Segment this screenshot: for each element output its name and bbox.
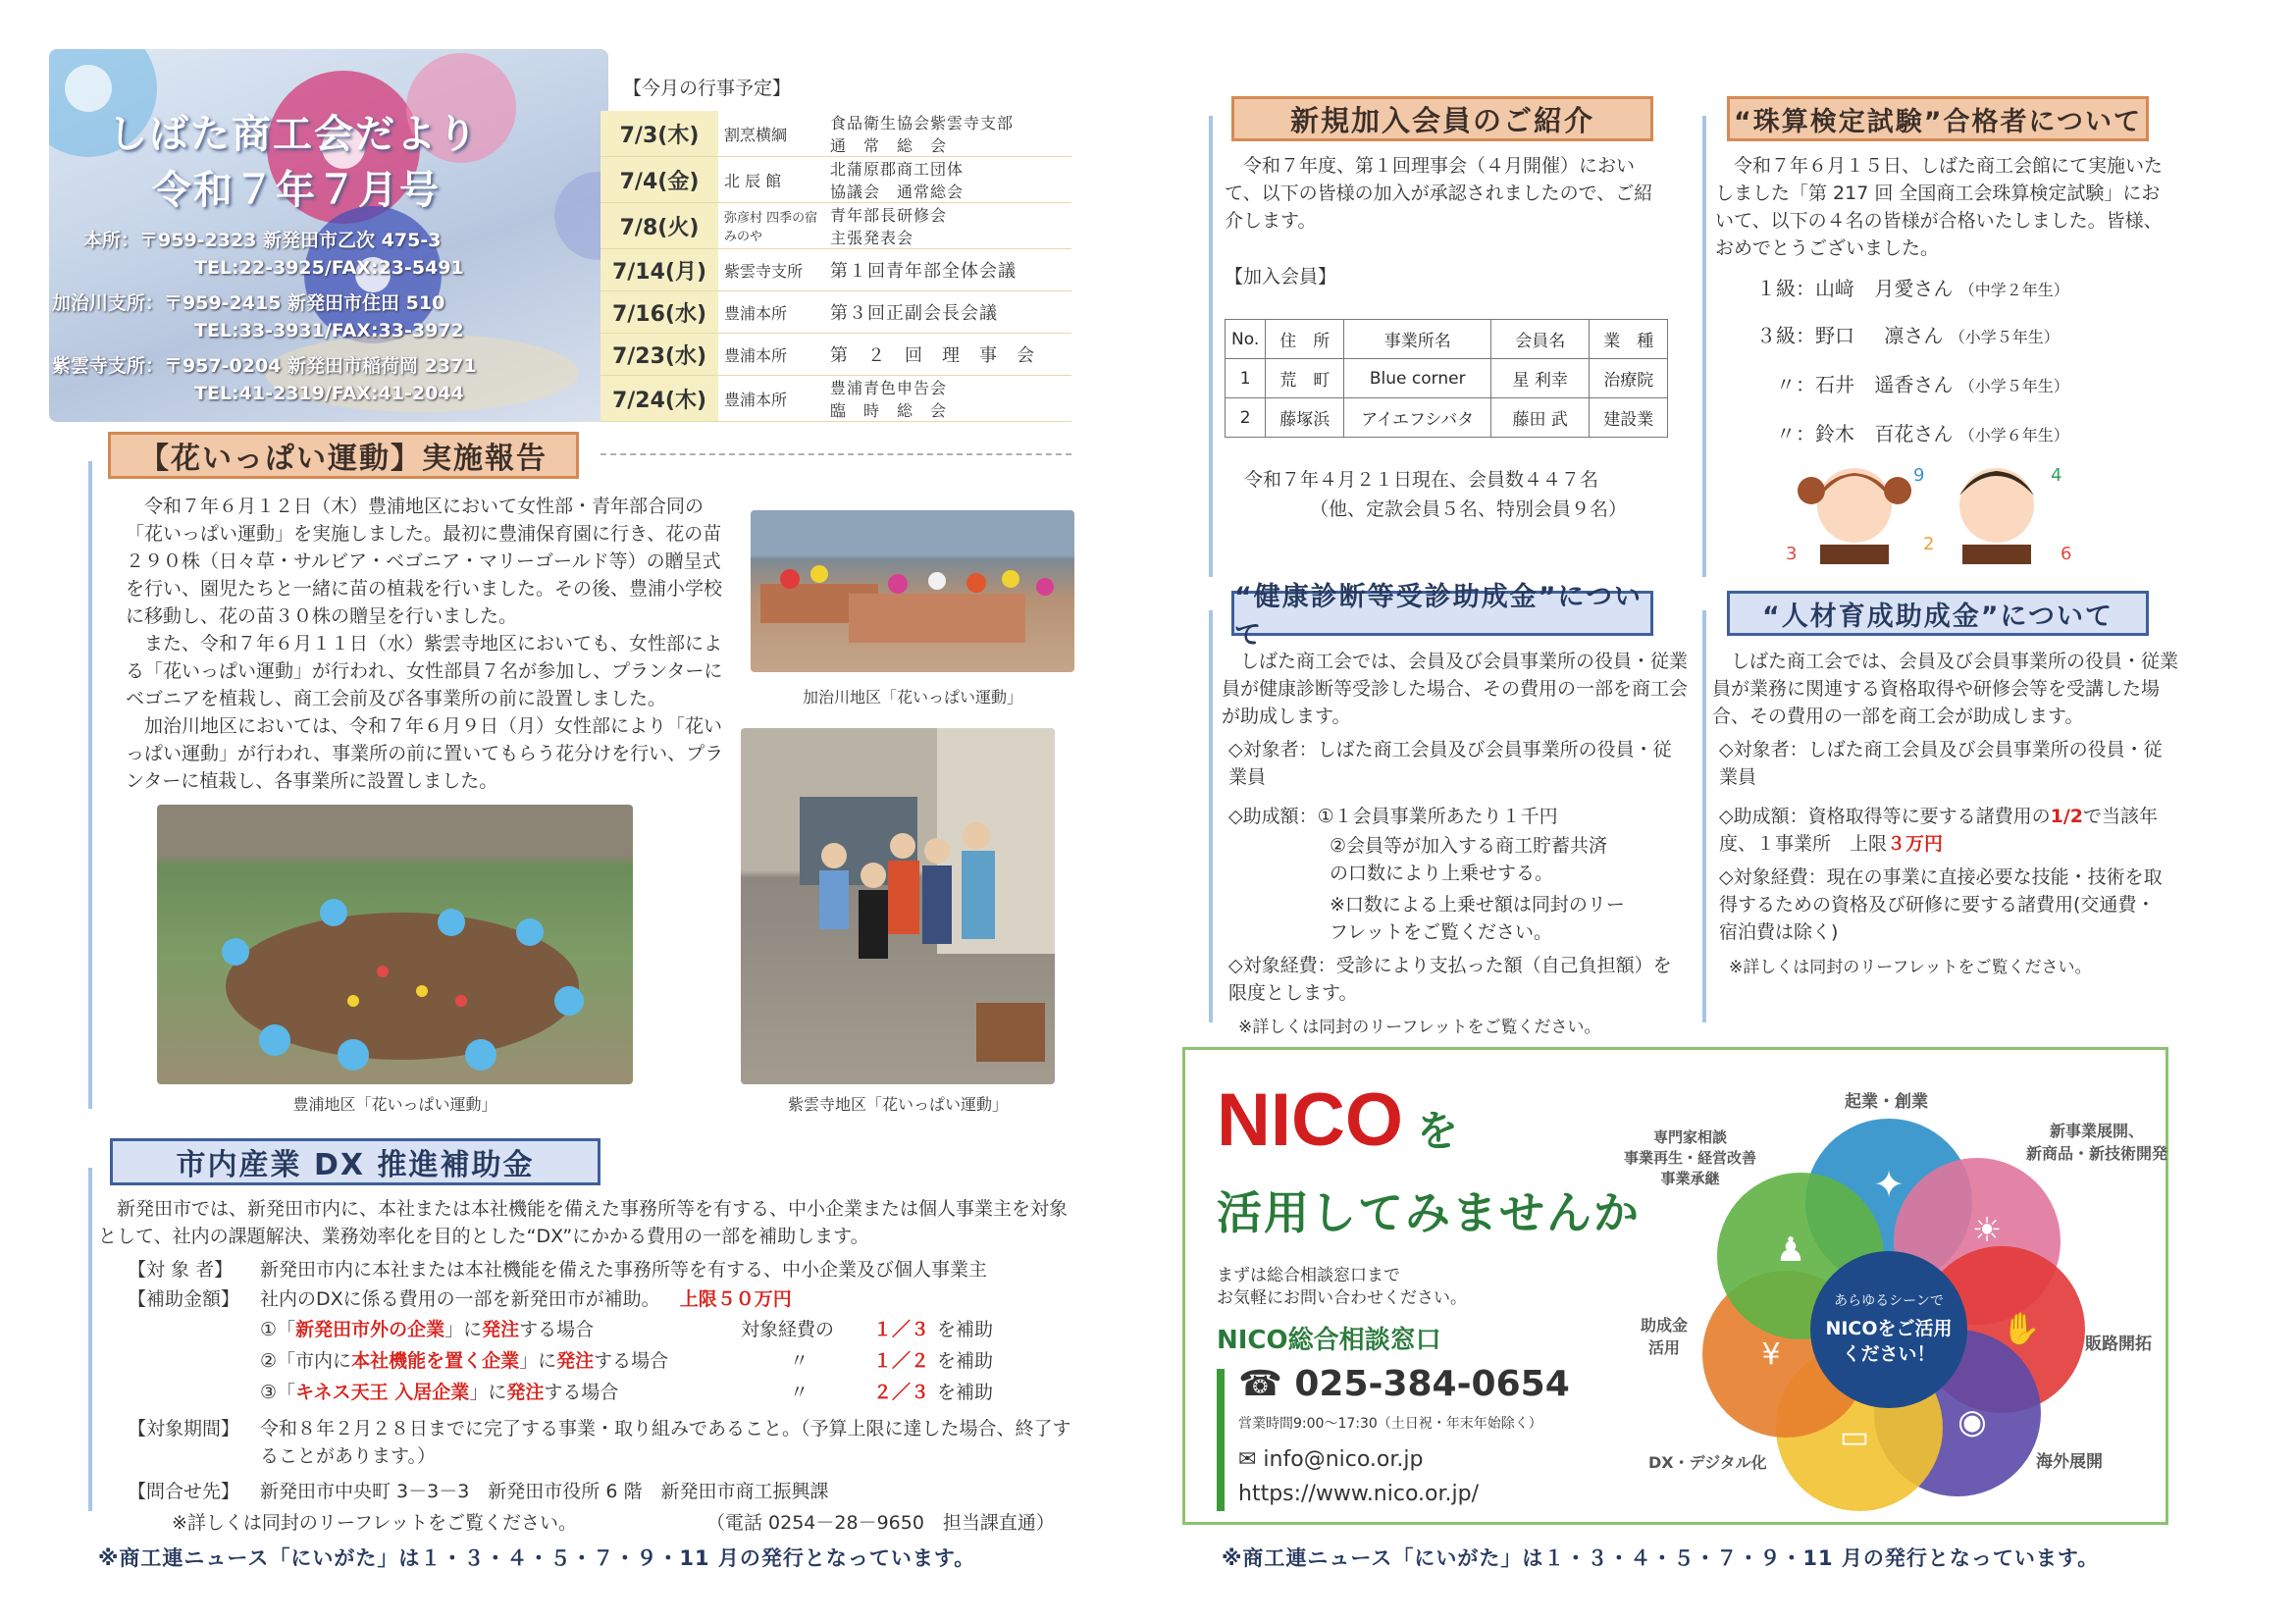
nico-phone[interactable]: ☎ 025-384-0654 [1238, 1364, 1570, 1404]
petal-label-right: 販路開拓 [2085, 1335, 2152, 1354]
center-text-2: NICOをご活用 [1825, 1318, 1953, 1339]
events-heading: 【今月の行事予定】 [623, 78, 792, 99]
newsletter-title: しばた商工会だより [108, 112, 479, 157]
section-rule [1209, 610, 1213, 1022]
petal-label-bottomleft: DX・デジタル化 [1648, 1453, 1767, 1472]
section-rule [88, 1168, 92, 1511]
members-count-detail: （他、定款会員５名、特別会員９名） [1310, 498, 1628, 520]
health-target: ◇対象者：しばた商工会員及び会員事業所の役員・従業員 [1228, 739, 1672, 788]
handshake-icon: ✋ [2002, 1310, 2041, 1347]
address-kajikawa: 加治川支所：〒959-2415 新発田市住田 510 [52, 292, 445, 314]
events-table [600, 111, 1071, 422]
svg-text:9: 9 [1913, 465, 1925, 486]
lightbulb-icon: ☀ [1971, 1211, 2003, 1250]
right-footer-note: ※商工連ニュース「にいがた」は１・３・４・５・７・９・11 月の発行となっています。 [1222, 1546, 2100, 1570]
dx-banner: 市内産業 DX 推進補助金 [110, 1138, 600, 1185]
masthead [49, 49, 608, 422]
abacus-kids-illustration [1776, 451, 2080, 579]
event-row: 7/4(金) 北 辰 館 北蒲原郡商工団体 協議会 通常総会 [600, 157, 1071, 203]
dx-period-label: 【対象期間】 [128, 1418, 240, 1440]
nico-sub-1: まずは総合相談窓口まで [1217, 1266, 1400, 1285]
event-row: 7/3(木) 割烹横綱 食品衛生協会紫雲寺支部 通 常 総 会 [600, 111, 1071, 157]
left-footer-note: ※商工連ニュース「にいがた」は１・３・４・５・７・９・11 月の発行となっています。 [98, 1546, 976, 1570]
members-label: 【加入会員】 [1225, 266, 1337, 288]
event-row: 7/14(月) 紫雲寺支所 第１回青年部全体会議 [600, 249, 1071, 291]
dx-phone: （電話 0254－28－9650 担当課直通） [706, 1512, 1055, 1534]
dx-intro: 新発田市では、新発田市内に、本社または本社機能を備えた事務所等を有する、中小企業または個人事業主を対象として、社内の課題解決、業務効率化を目的とした“DX”にかかる費用の一部を補助します。 [98, 1198, 1069, 1247]
nico-sub-2: お気軽にお問い合わせください。 [1217, 1288, 1467, 1308]
petal-label-top: 起業・創業 [1845, 1092, 1928, 1112]
health-amount-2: ②会員等が加入する商工貯蓄共済の口数により上乗せする。 [1330, 835, 1608, 884]
tel-shiunji: TEL:41-2319/FAX:41-2044 [194, 383, 464, 404]
dx-target-label: 【対 象 者】 [128, 1259, 234, 1281]
dx-amount: 社内のDXに係る費用の一部を新発田市が補助。 上限５０万円 [260, 1288, 792, 1310]
center-text-3: ください！ [1842, 1343, 1936, 1365]
event-row: 7/24(木) 豊浦本所 豊浦青色申告会 臨 時 総 会 [600, 376, 1071, 422]
globe-icon: ◉ [1957, 1402, 1987, 1441]
hr-banner: “人材育成助成金”について [1727, 591, 2149, 636]
svg-text:6: 6 [2061, 544, 2072, 564]
nico-url[interactable]: https://www.nico.or.jp/ [1238, 1482, 1479, 1506]
dx-amount-label: 【補助金額】 [128, 1288, 240, 1310]
dx-contact-label: 【問合せ先】 [128, 1481, 240, 1502]
dx-contact: 新発田市中央町 3－3－3 新発田市役所 6 階 新発田市商工振興課 [260, 1481, 829, 1502]
table-row: 2 藤塚浜 アイエフシバタ 藤田 武 建設業 [1226, 398, 1668, 438]
petal-label-topright: 新事業展開、 新商品・新技術開発 [2026, 1122, 2168, 1163]
section-rule [1209, 116, 1213, 577]
event-row: 7/23(水) 豊浦本所 第 ２ 回 理 事 会 [600, 334, 1071, 376]
petal-label-topleft: 専門家相談 事業再生・経営改善 事業承継 [1624, 1128, 1757, 1187]
dx-case-2: ②「市内に本社機能を置く企業」に発注する場合 〃 １／２ を補助 [260, 1350, 994, 1372]
svg-text:3: 3 [1786, 544, 1798, 564]
dx-case-3: ③「キネス天王 入居企業」に発注する場合 〃 ２／３ を補助 [260, 1382, 994, 1403]
event-row: 7/16(水) 豊浦本所 第３回正副会長会議 [600, 291, 1071, 334]
tel-main: TEL:22-3925/FAX:23-5491 [194, 257, 464, 279]
hr-note: ※詳しくは同封のリーフレットをご覧ください。 [1729, 958, 2092, 977]
abacus-banner: “珠算検定試験”合格者について [1727, 96, 2149, 141]
address-shiunji: 紫雲寺支所：〒957-0204 新発田市稲荷岡 2371 [52, 355, 477, 377]
petal-label-bottomright: 海外展開 [2036, 1452, 2103, 1472]
dx-note: ※詳しくは同封のリーフレットをご覧ください。 [172, 1512, 578, 1534]
abacus-passer: 〃：石井 遥香さん （小学５年生） [1776, 373, 2069, 396]
tel-kajikawa: TEL:33-3931/FAX:33-3972 [194, 320, 464, 341]
kajikawa-photo [751, 510, 1074, 672]
nico-logo: NICO を [1217, 1078, 1459, 1162]
dx-case-1: ①「新発田市外の企業」に発注する場合 対象経費の １／３ を補助 [260, 1319, 994, 1340]
nico-window: NICO総合相談窓口 [1217, 1326, 1441, 1355]
members-count: 令和７年４月２１日現在、会員数４４７名 [1244, 469, 1599, 491]
hr-expense: ◇対象経費：現在の事業に直接必要な技能・技術を取得するための資格及び研修に要する諸費用(交通費・宿泊費は除く) [1719, 866, 2163, 943]
dx-period: 令和８年２月２８日までに完了する事業・取り組みであること。（予算上限に達した場合、終了することがあります。） [260, 1418, 1071, 1467]
nico-hours: 営業時間9:00～17:30（土日祝・年末年始除く） [1238, 1416, 1542, 1432]
health-intro: しばた商工会では、会員及び会員事業所の役員・従業員が健康診断等受診した場合、その費用の一部を商工会が助成します。 [1222, 651, 1689, 727]
health-expense: ◇対象経費：受診により支払った額（自己負担額）を限度とします。 [1228, 955, 1672, 1004]
health-note: ※詳しくは同封のリーフレットをご覧ください。 [1238, 1018, 1601, 1037]
abacus-passer: ３級：野口 凛さん （小学５年生） [1756, 324, 2060, 347]
flower-text: 令和７年６月１２日（木）豊浦地区において女性部・青年部合同の「花いっぱい運動」を実施しました。最初に豊浦保育園に行き、花の苗２９０株（日々草・サルビア・ベゴニア・マリーゴールド等）の贈呈式を行い、園児たちと一緒に苗の植栽を行いました。その後、豊浦小学校に移動し、花の苗３０株の贈呈を行いました。 また、令和７年６月１１日（水）紫雲寺地区においても、女性部による「花いっぱい運動」が行われ、女性部員７名が参加し、プランターにベゴニアを植栽し、商工会前及び各事業所の前に設置しました。 加治川地区においては、令和７年６月９日（月）女性部により「花いっぱい運動」が行われ、事業所の前に置いてもらう花分けを行い、プランターに植栽し、各事業所に設置しました。 [126, 496, 724, 792]
event-row: 7/8(火) 弥彦村 四季の宿 みのや 青年部長研修会 主張発表会 [600, 203, 1071, 249]
consultant-icon: ♟ [1775, 1230, 1806, 1270]
flower-banner: 【花いっぱい運動】実施報告 [108, 432, 579, 479]
section-rule [1702, 116, 1706, 577]
members-table [1225, 319, 1668, 438]
divider [600, 453, 1071, 455]
sparkle-icon: ✦ [1873, 1163, 1905, 1206]
nico-tagline: 活用してみませんか [1217, 1186, 1641, 1239]
table-row: 1 荒 町 Blue corner 星 利幸 治療院 [1226, 359, 1668, 398]
section-rule [88, 461, 92, 1109]
svg-text:2: 2 [1923, 534, 1935, 554]
svg-text:4: 4 [2051, 465, 2062, 486]
computer-icon: ▭ [1839, 1418, 1870, 1455]
table-header-row: No. 住 所 事業所名 会員名 業 種 [1226, 320, 1668, 359]
money-bag-icon: ¥ [1761, 1337, 1781, 1372]
health-banner: “健康診断等受診助成金”について [1231, 591, 1653, 636]
toyoura-caption: 豊浦地区「花いっぱい運動」 [292, 1095, 497, 1114]
members-intro: 令和７年度、第１回理事会（４月開催）において、以下の皆様の加入が承認されましたので、ご紹介します。 [1225, 155, 1653, 232]
center-text-1: あらゆるシーンで [1834, 1293, 1944, 1309]
hr-target: ◇対象者：しばた商工会員及び会員事業所の役員・従業員 [1719, 739, 2163, 788]
nico-accent-bar [1217, 1369, 1225, 1511]
kajikawa-caption: 加治川地区「花いっぱい運動」 [802, 688, 1022, 707]
newsletter-issue: 令和７年７月号 [152, 168, 441, 213]
health-amount-3: ※口数による上乗せ額は同封のリーフレットをご覧ください。 [1330, 894, 1625, 943]
petal-label-left: 助成金 活用 [1641, 1316, 1689, 1357]
abacus-passer: 〃：鈴木 百花さん （小学６年生） [1776, 422, 2069, 445]
dx-target: 新発田市内に本社または本社機能を備えた事務所等を有する、中小企業及び個人事業主 [260, 1259, 988, 1281]
abacus-intro: 令和７年６月１５日、しばた商工会館にて実施いたしました「第 217 回 全国商工会珠算検定試験」において、以下の４名の皆様が合格いたしました。皆様、おめでとうございました。 [1715, 155, 2164, 259]
shiunji-photo [741, 728, 1055, 1084]
nico-email[interactable]: ✉ info@nico.or.jp [1238, 1447, 1424, 1472]
members-banner: 新規加入会員のご紹介 [1231, 96, 1653, 141]
toyoura-photo [157, 805, 633, 1084]
section-rule [1702, 610, 1706, 1022]
hr-intro: しばた商工会では、会員及び会員事業所の役員・従業員が業務に関連する資格取得や研修会等を受講した場合、その費用の一部を商工会が助成します。 [1712, 651, 2179, 727]
abacus-passer: １級：山﨑 月愛さん （中学２年生） [1756, 277, 2069, 300]
hr-amount: ◇助成額：資格取得等に要する諸費用の1/2で当該年度、１事業所 上限３万円 [1719, 806, 2159, 855]
address-main: 本所：〒959-2323 新発田市乙次 475-3 [83, 230, 442, 251]
health-amount-1: ◇助成額：①１会員事業所あたり１千円 [1228, 806, 1558, 827]
shiunji-caption: 紫雲寺地区「花いっぱい運動」 [787, 1095, 1008, 1114]
